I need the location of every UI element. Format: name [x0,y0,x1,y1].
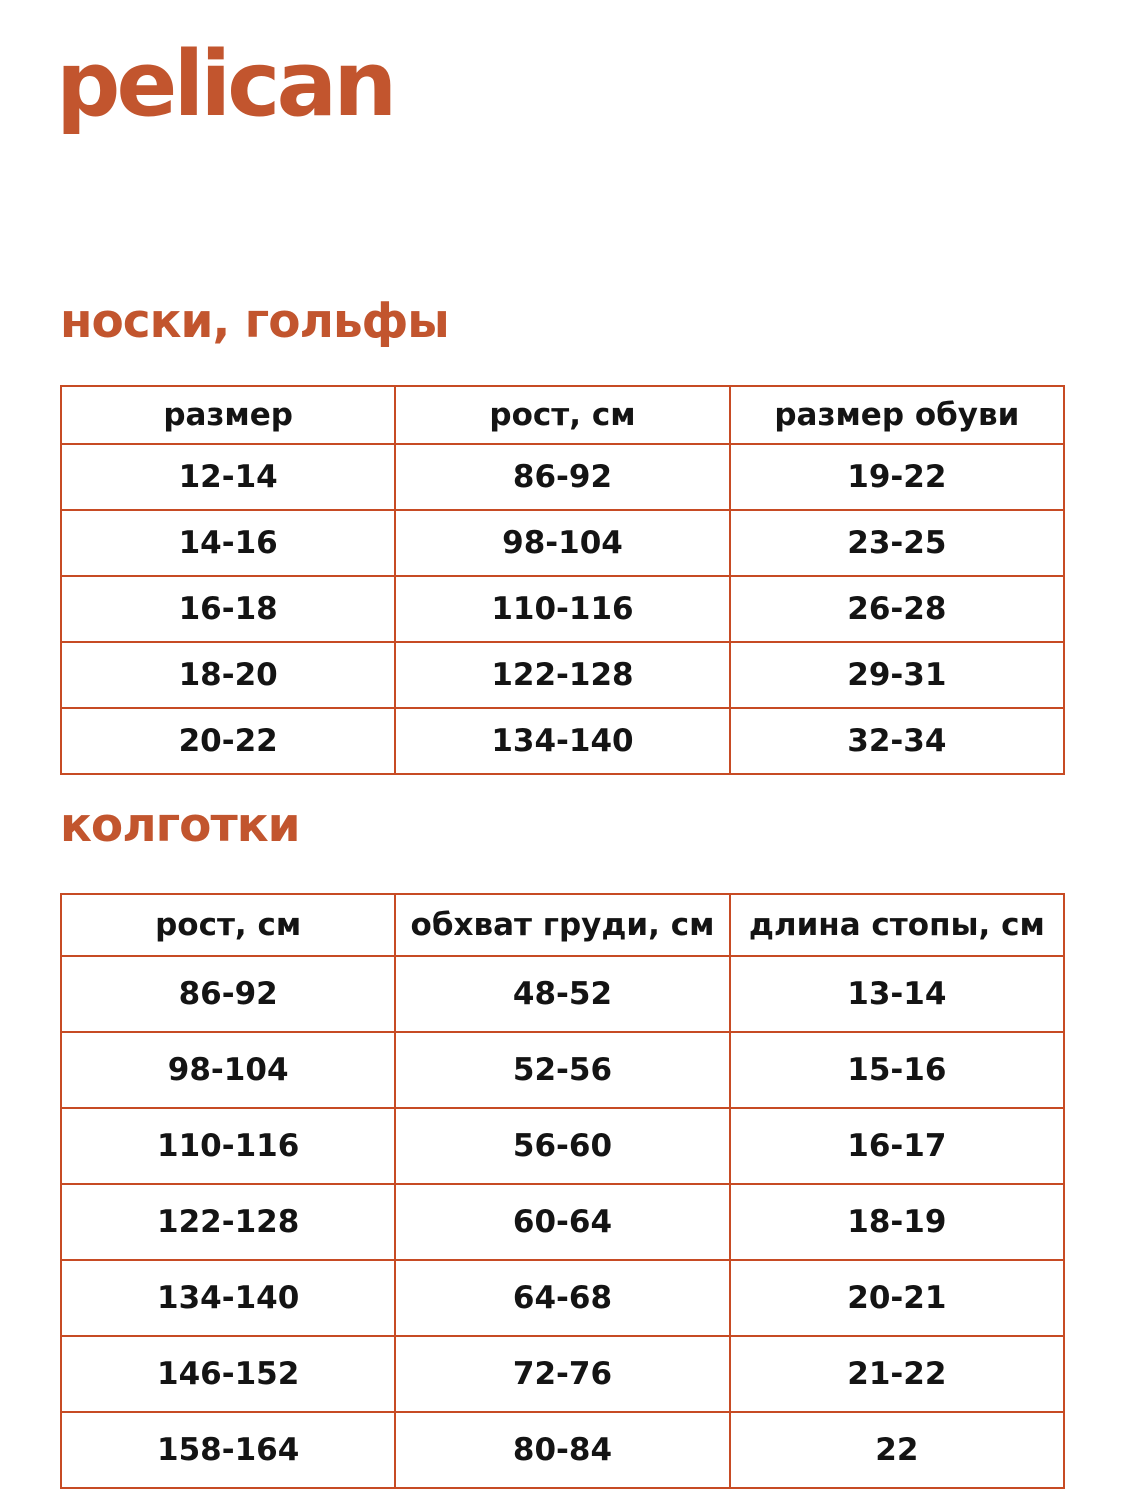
table-row [61,708,1064,774]
table-cell: 15-16 [730,1032,1064,1108]
table-row [61,1108,1064,1184]
table-cell: 20-22 [61,708,395,774]
table-row [61,576,1064,642]
table-row [61,510,1064,576]
table-cell: 18-19 [730,1184,1064,1260]
table-cell: 52-56 [395,1032,729,1108]
table-cell: 12-14 [61,444,395,510]
table-cell: 134-140 [61,1260,395,1336]
tights-size-table [60,893,1065,1489]
column-header-height: рост, см [61,894,395,956]
table-row [61,1412,1064,1488]
table-cell: 16-17 [730,1108,1064,1184]
table-cell: 98-104 [61,1032,395,1108]
table-cell: 60-64 [395,1184,729,1260]
table-row [61,642,1064,708]
table-header-row [61,894,1064,956]
table-cell: 110-116 [61,1108,395,1184]
table-cell: 56-60 [395,1108,729,1184]
table-cell: 18-20 [61,642,395,708]
section-heading-socks: носки, гольфы [60,294,449,349]
table-cell: 21-22 [730,1336,1064,1412]
table-cell: 16-18 [61,576,395,642]
table-cell: 48-52 [395,956,729,1032]
table-cell: 22 [730,1412,1064,1488]
table-cell: 13-14 [730,956,1064,1032]
table-cell: 80-84 [395,1412,729,1488]
table-cell: 26-28 [730,576,1064,642]
table-cell: 64-68 [395,1260,729,1336]
section-heading-tights: колготки [60,798,300,853]
table-row [61,956,1064,1032]
table-cell: 122-128 [61,1184,395,1260]
table-cell: 86-92 [395,444,729,510]
column-header-height: рост, см [395,386,729,444]
socks-size-table [60,385,1065,775]
table-cell: 72-76 [395,1336,729,1412]
table-row [61,1260,1064,1336]
table-row [61,1184,1064,1260]
table-row [61,444,1064,510]
column-header-shoe-size: размер обуви [730,386,1064,444]
table-cell: 14-16 [61,510,395,576]
table-cell: 32-34 [730,708,1064,774]
table-cell: 110-116 [395,576,729,642]
table-cell: 19-22 [730,444,1064,510]
table-cell: 98-104 [395,510,729,576]
table-cell: 134-140 [395,708,729,774]
brand-logo: pelican [56,32,394,137]
table-row [61,1336,1064,1412]
column-header-chest: обхват груди, см [395,894,729,956]
table-row [61,1032,1064,1108]
table-cell: 158-164 [61,1412,395,1488]
column-header-size: размер [61,386,395,444]
table-cell: 20-21 [730,1260,1064,1336]
table-cell: 122-128 [395,642,729,708]
table-cell: 29-31 [730,642,1064,708]
table-header-row [61,386,1064,444]
table-cell: 23-25 [730,510,1064,576]
column-header-foot-length: длина стопы, см [730,894,1064,956]
table-cell: 86-92 [61,956,395,1032]
table-cell: 146-152 [61,1336,395,1412]
